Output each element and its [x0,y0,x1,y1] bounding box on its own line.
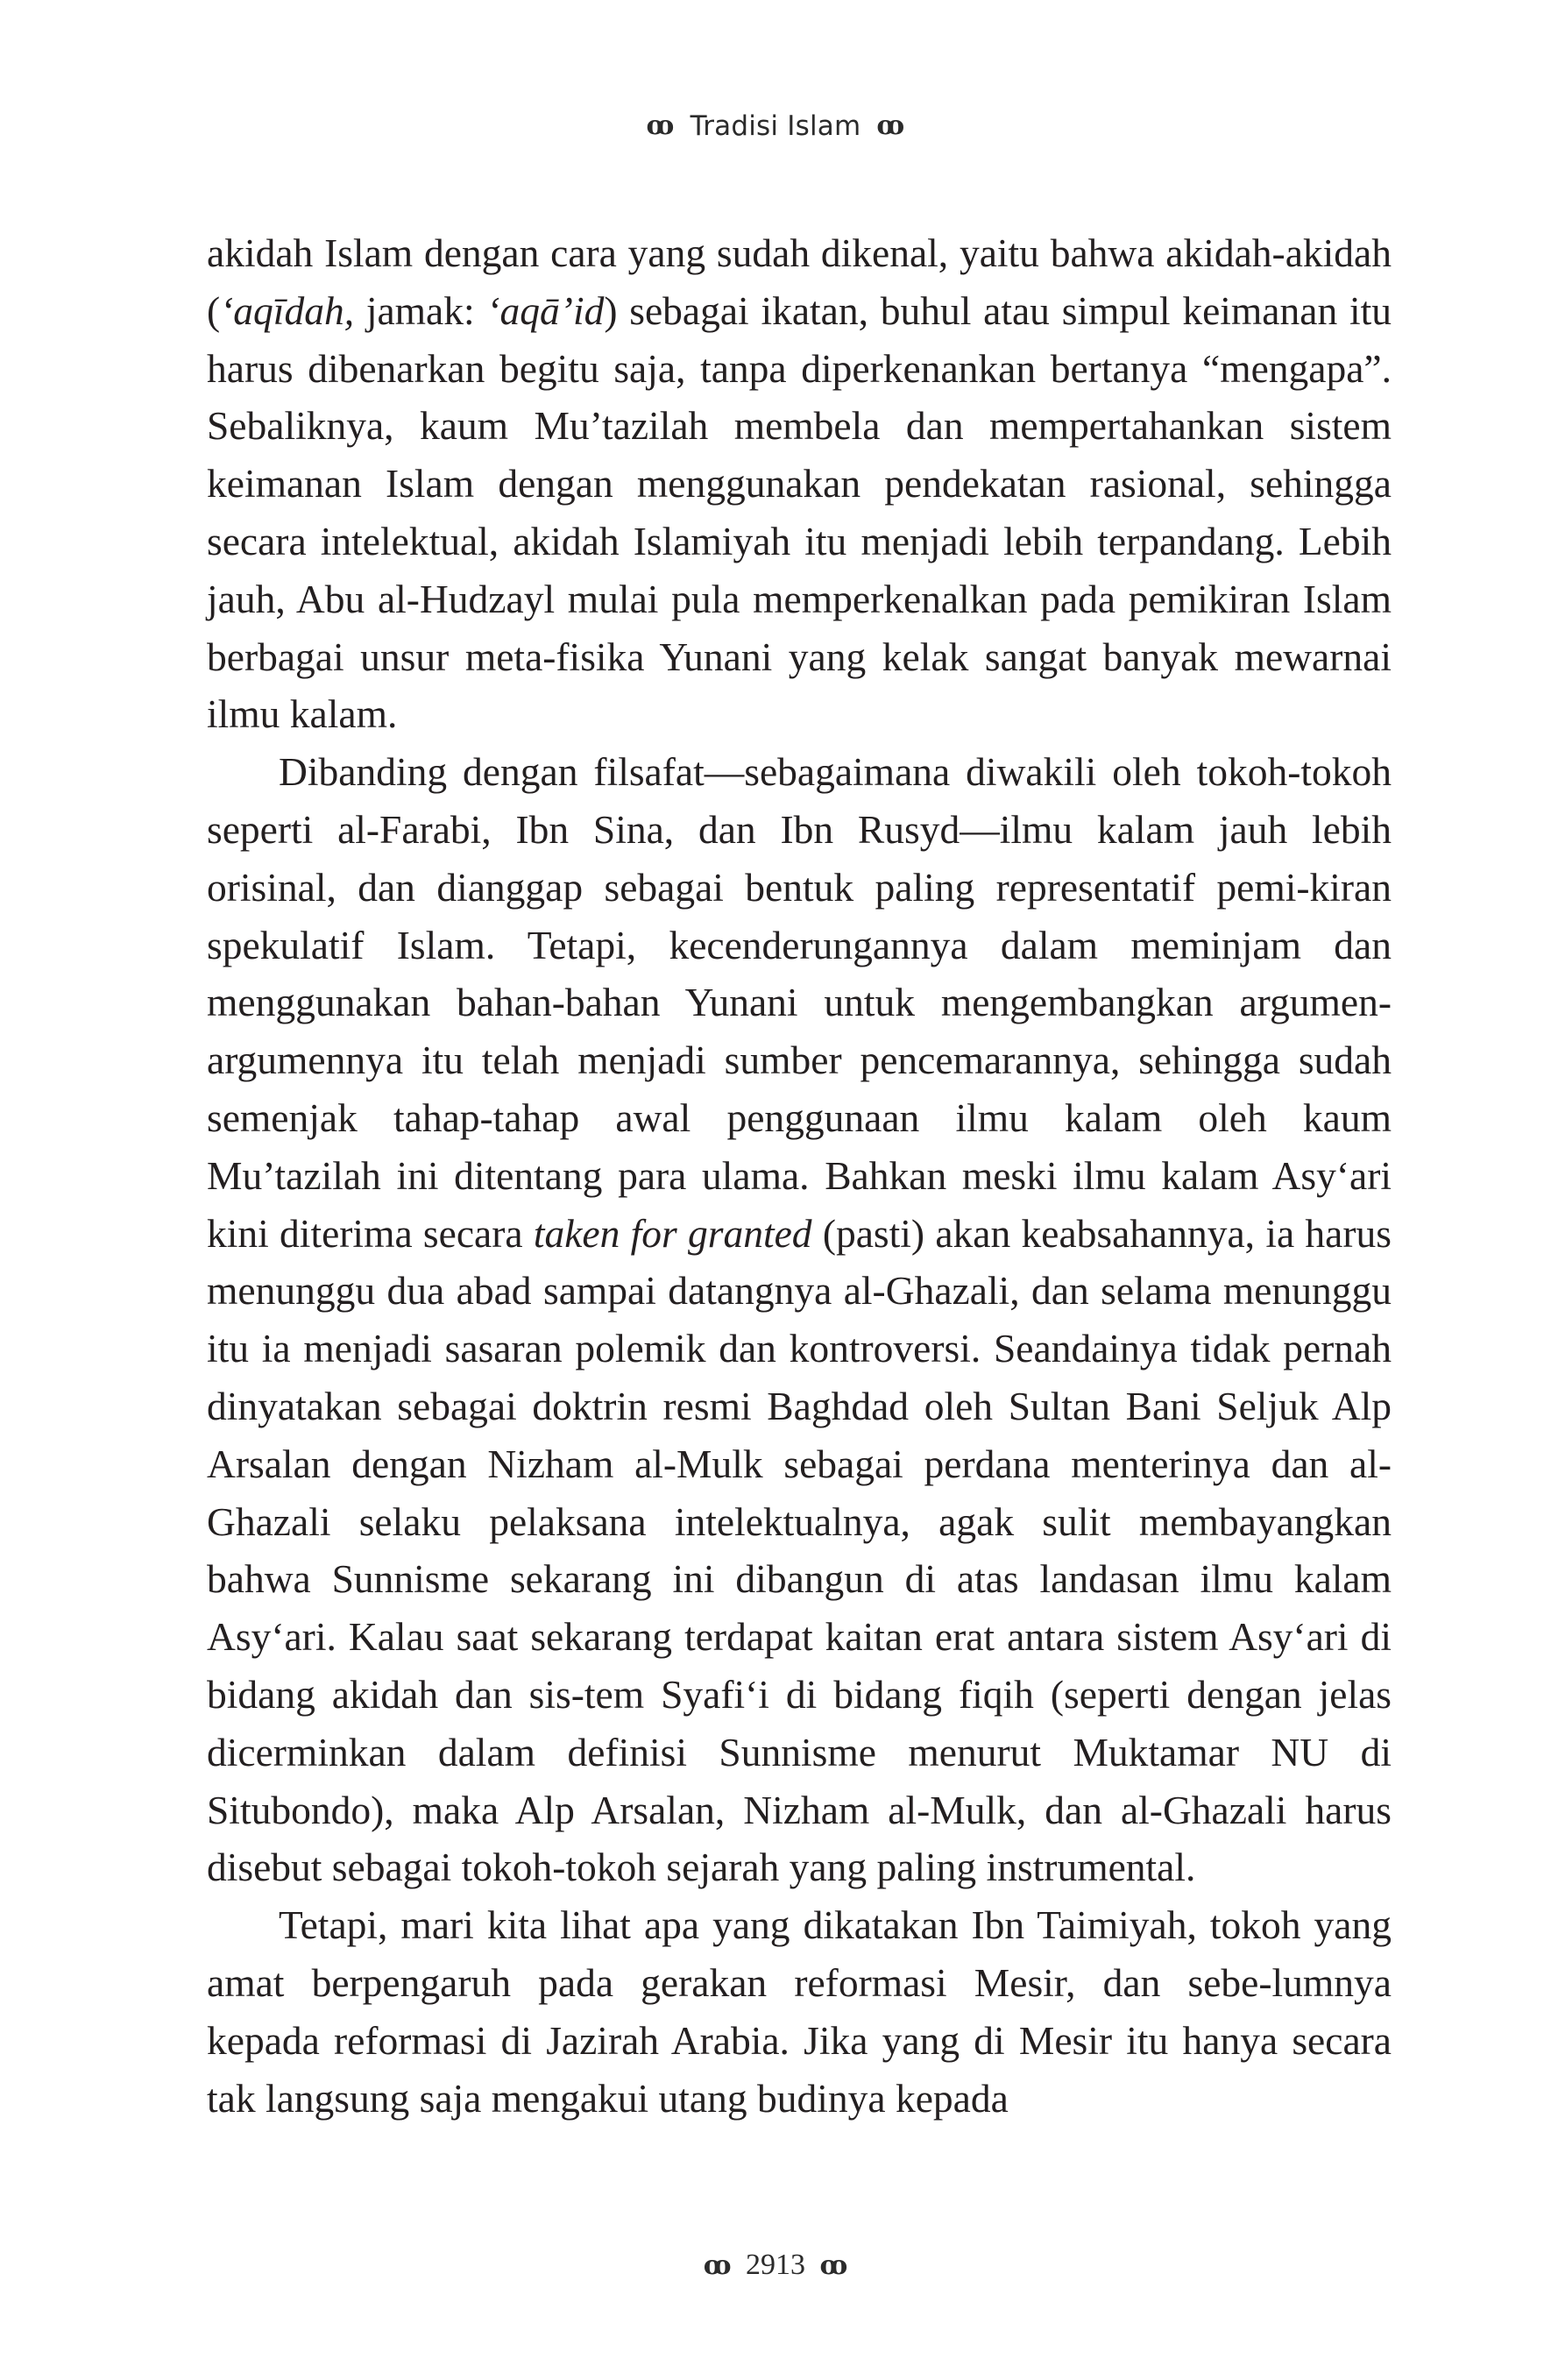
footer-ornament-left-icon: ꝏ [703,2249,732,2281]
text-run: Dibanding dengan filsafat—sebagaimana diwakili oleh tokoh-tokoh seperti al-Farabi, Ibn Sina, dan Ibn Rusyd—ilmu kalam jauh lebih orisinal, dan dianggap sebagai bentuk paling representatif pemi-kiran spekulatif Islam. Tetapi, kecenderungannya dalam meminjam dan menggunakan bahan-bahan Yunani untuk mengembangkan argumen-argumennya itu telah menjadi sumber pencemarannya, sehingga sudah semenjak tahap-tahap awal penggunaan ilmu kalam oleh kaum Mu’tazilah ini ditentang para ulama. Bahkan meski ilmu kalam Asy‘ari kini diterima secara [207,749,1392,1256]
header-ornament-left-icon: ꝏ [646,110,675,141]
text-run: ) sebagai ikatan, buhul atau simpul keimanan itu harus dibenarkan begitu saja, tanpa diperkenankan bertanya “mengapa”. Sebaliknya, kaum Mu’tazilah membela dan mempertahankan sistem keimanan Islam dengan menggunakan pendekatan rasional, sehingga secara intelektual, akidah Islamiyah itu menjadi lebih terpandang. Lebih jauh, Abu al-Hudzayl mulai pula memperkenalkan pada pemikiran Islam berbagai unsur meta-fisika Yunani yang kelak sangat banyak mewarnai ilmu kalam. [207,287,1392,737]
paragraph [207,743,1392,1896]
text-run: jamak: [354,287,487,333]
paragraph [207,1896,1392,2127]
italic-run: taken for granted [533,1210,812,1256]
header-ornament-right-icon: ꝏ [876,110,905,141]
page-folio [0,2249,1551,2283]
paragraph [207,224,1392,743]
text-run: Tetapi, mari kita lihat apa yang dikatakan Ibn Taimiyah, tokoh yang amat berpengaruh pada gerakan reformasi Mesir, dan sebe-lumnya kepada reformasi di Jazirah Arabia. Jika yang di Mesir itu hanya secara tak langsung saja mengakui utang budinya kepada [207,1902,1392,2121]
text-run: (pasti) akan keabsahannya, ia harus menunggu dua abad sampai datangnya al-Ghazali, dan selama menunggu itu ia menjadi sasaran polemik dan kontroversi. Seandainya tidak pernah dinyatakan sebagai doktrin resmi Baghdad oleh Sultan Bani Seljuk Alp Arsalan dengan Nizham al-Mulk sebagai perdana menterinya dan al-Ghazali selaku pelaksana intelektualnya, agak sulit membayangkan bahwa Sunnisme sekarang ini dibangun di atas landasan ilmu kalam Asy‘ari. Kalau saat sekarang terdapat kaitan erat antara sistem Asy‘ari di bidang akidah dan sis-tem Syafi‘i di bidang fiqih (seperti dengan jelas dicerminkan dalam definisi Sunnisme menurut Muktamar NU di Situbondo), maka Alp Arsalan, Nizham al-Mulk, dan al-Ghazali harus disebut sebagai tokoh-tokoh sejarah yang paling instrumental. [207,1210,1392,1890]
body-text [207,224,1392,2127]
footer-ornament-right-icon: ꝏ [819,2249,848,2281]
page-number: 2913 [746,2249,805,2281]
italic-run: ‘aqā’id [486,287,605,333]
running-header-title: Tradisi Islam [690,110,861,142]
italic-run: ‘aqīdah, [220,287,355,333]
running-header [0,110,1551,143]
text-run: akidah Islam dengan cara yang sudah dikenal, yaitu bahwa akidah-akidah ( [207,230,1392,333]
